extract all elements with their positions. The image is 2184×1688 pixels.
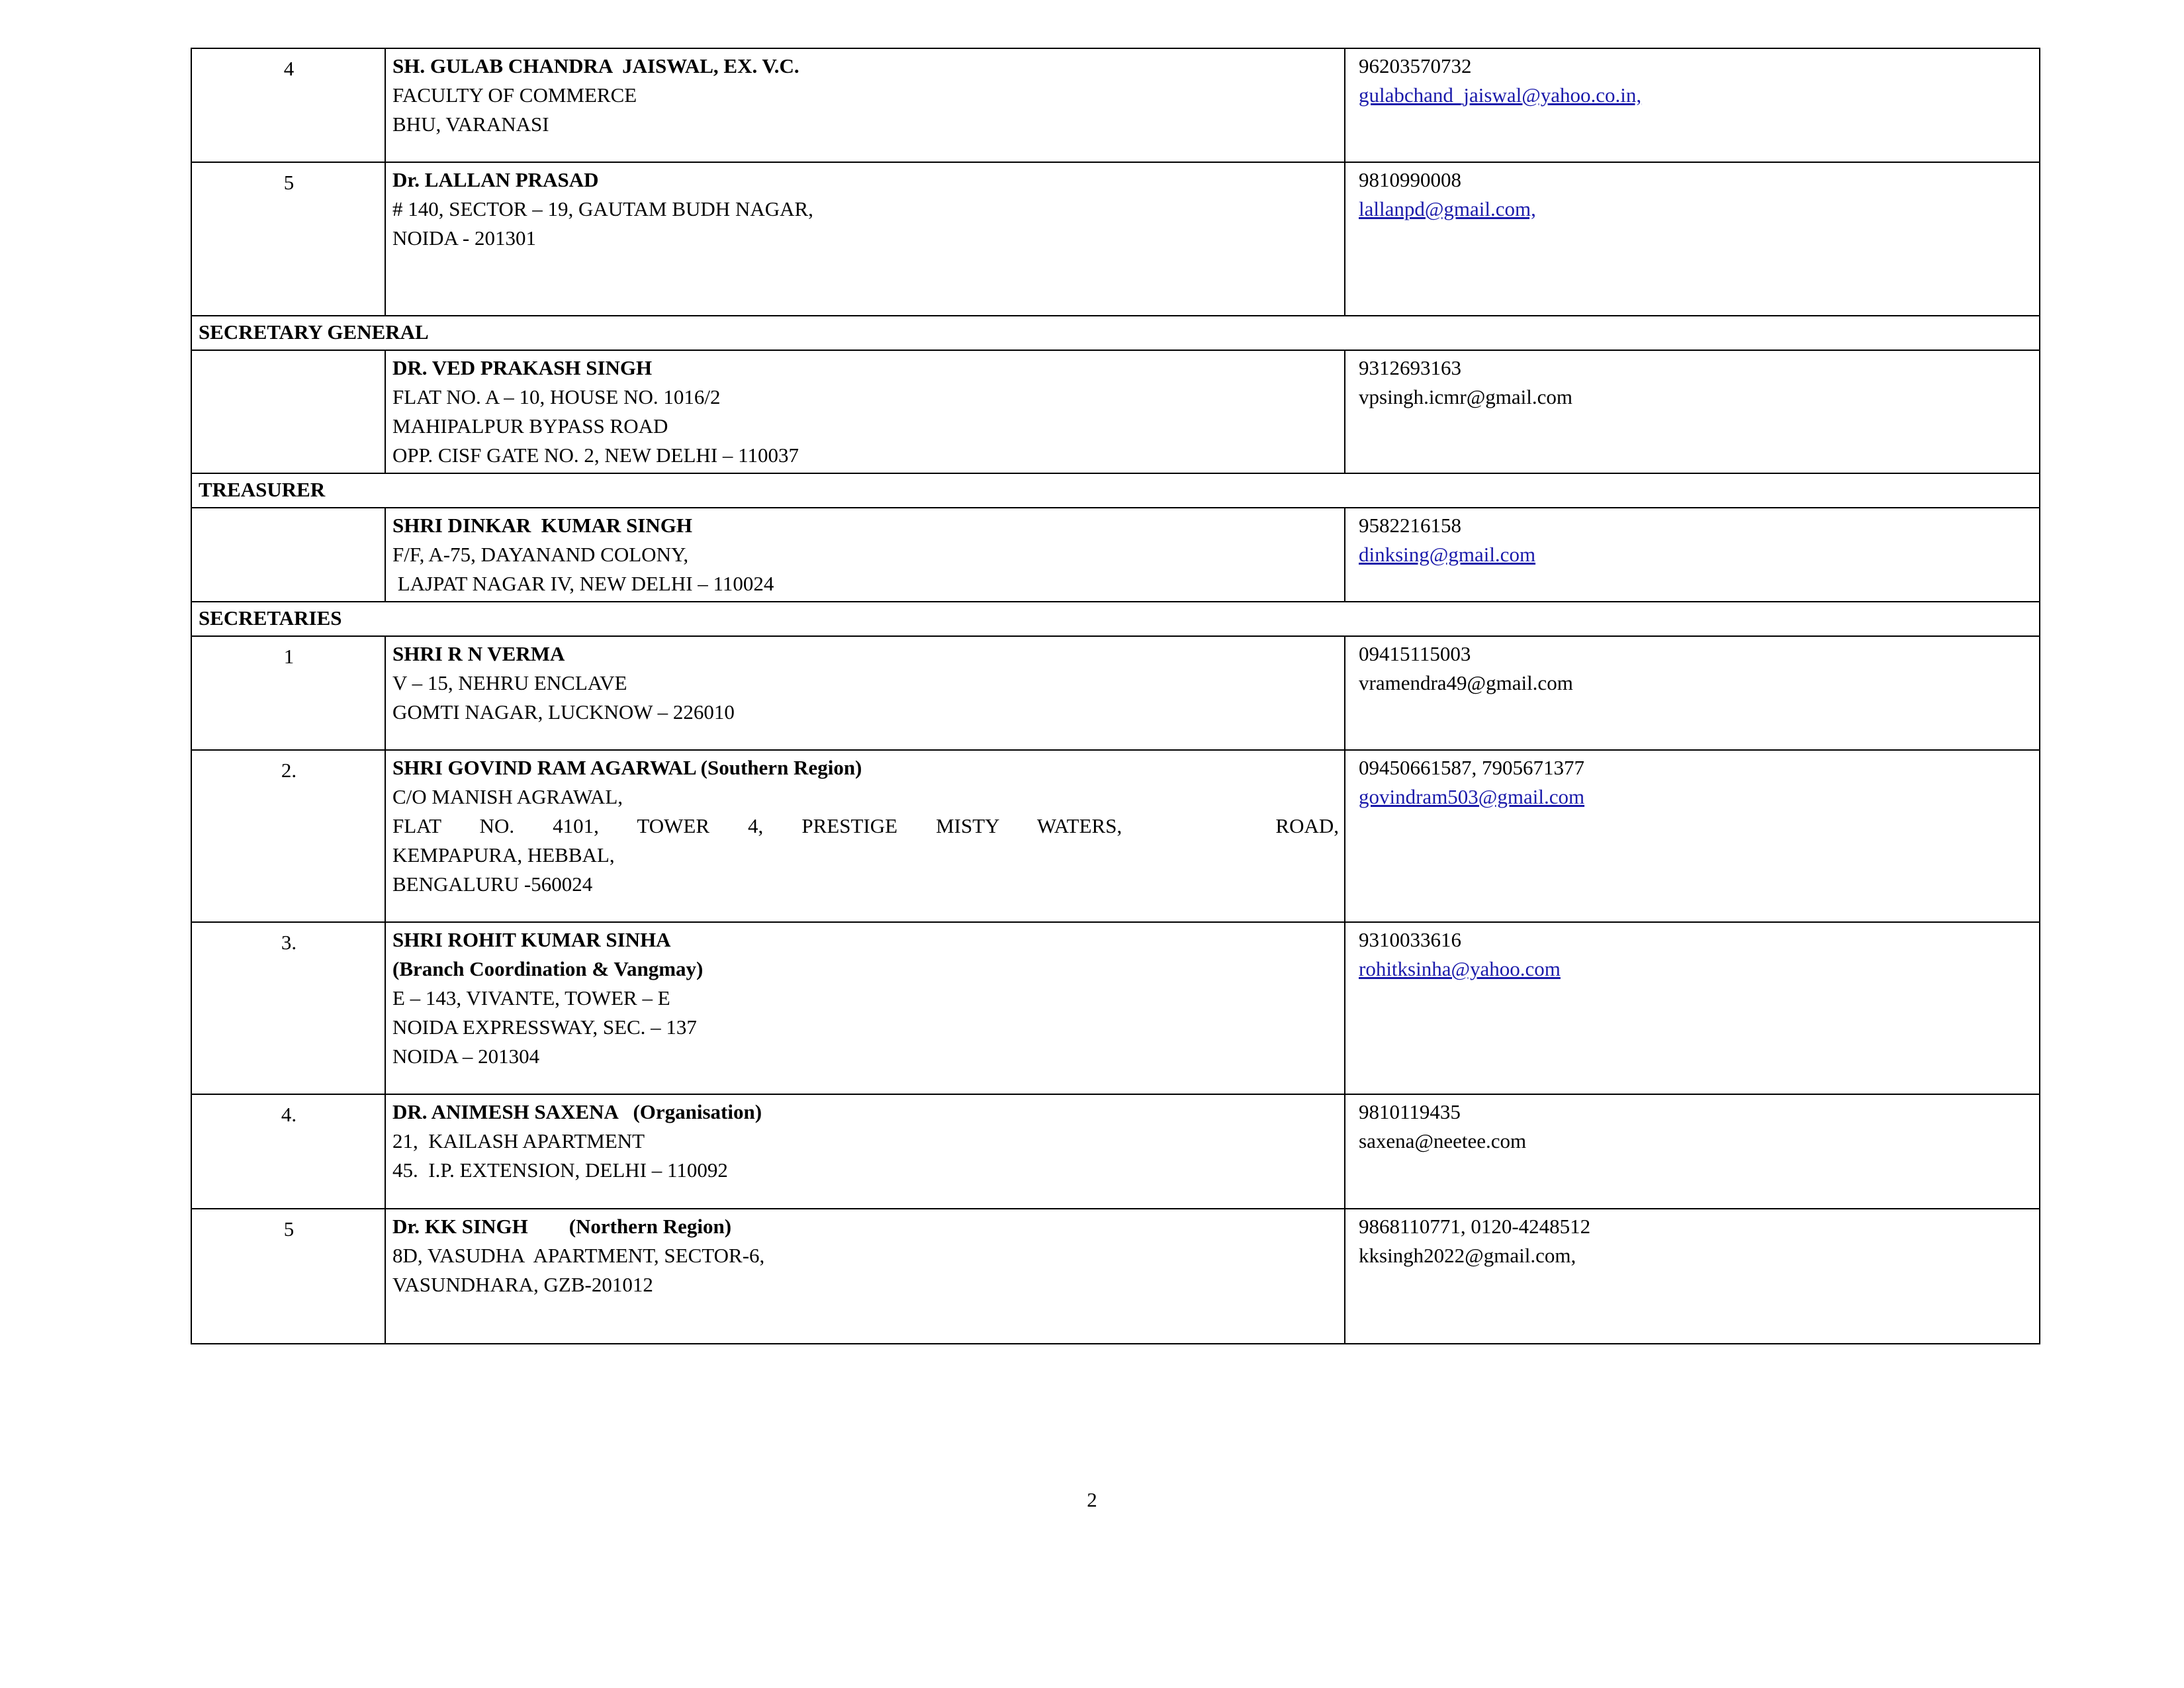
table-row bbox=[191, 1209, 2040, 1344]
address-line: FACULTY OF COMMERCE bbox=[392, 83, 637, 107]
phone-number: 09450661587, 7905671377 bbox=[1359, 756, 1584, 780]
email-address[interactable]: gulabchand_jaiswal@yahoo.co.in, bbox=[1359, 83, 1642, 107]
table-row bbox=[191, 162, 2040, 316]
row-name-address bbox=[385, 48, 1345, 162]
address-line: F/F, A-75, DAYANAND COLONY, bbox=[392, 543, 689, 567]
row-name-address bbox=[385, 1094, 1345, 1208]
row-serial-number: 5 bbox=[191, 162, 385, 316]
name-line: SHRI R N VERMA bbox=[392, 642, 565, 666]
row-name-address bbox=[385, 508, 1345, 602]
row-serial-number: 1 bbox=[191, 636, 385, 750]
address-line: 45. I.P. EXTENSION, DELHI – 110092 bbox=[392, 1158, 728, 1182]
address-line: # 140, SECTOR – 19, GAUTAM BUDH NAGAR, bbox=[392, 197, 813, 221]
row-contact bbox=[1345, 350, 2040, 473]
row-spacer bbox=[392, 253, 1339, 312]
row-serial-number: 2. bbox=[191, 750, 385, 922]
contacts-table-body bbox=[191, 48, 2040, 1344]
address-line: NOIDA - 201301 bbox=[392, 226, 536, 250]
phone-number: 9312693163 bbox=[1359, 356, 1461, 380]
phone-number: 9310033616 bbox=[1359, 928, 1461, 952]
phone-number: 9810990008 bbox=[1359, 168, 1461, 192]
email-address[interactable]: lallanpd@gmail.com, bbox=[1359, 197, 1536, 221]
phone-number: 9868110771, 0120-4248512 bbox=[1359, 1214, 1591, 1238]
row-contact bbox=[1345, 48, 2040, 162]
row-serial-number: 5 bbox=[191, 1209, 385, 1344]
section-header-label: SECRETARIES bbox=[191, 602, 2040, 636]
address-line: BENGALURU -560024 bbox=[392, 872, 593, 896]
name-line: Dr. LALLAN PRASAD bbox=[392, 168, 599, 192]
row-spacer bbox=[392, 727, 1339, 747]
row-spacer bbox=[392, 139, 1339, 159]
address-line: VASUNDHARA, GZB-201012 bbox=[392, 1272, 653, 1296]
address-line: C/O MANISH AGRAWAL, bbox=[392, 785, 623, 809]
row-spacer bbox=[392, 1071, 1339, 1091]
row-contact bbox=[1345, 1094, 2040, 1208]
email-address[interactable]: dinksing@gmail.com bbox=[1359, 543, 1536, 567]
row-serial-number bbox=[191, 350, 385, 473]
name-line: Dr. KK SINGH (Northern Region) bbox=[392, 1214, 732, 1238]
row-spacer bbox=[392, 899, 1339, 919]
row-name-address bbox=[385, 1209, 1345, 1344]
email-address[interactable]: govindram503@gmail.com bbox=[1359, 785, 1585, 809]
address-line: LAJPAT NAGAR IV, NEW DELHI – 110024 bbox=[392, 572, 774, 596]
name-line: SHRI GOVIND RAM AGARWAL (Southern Region) bbox=[392, 756, 862, 780]
section-header-row bbox=[191, 316, 2040, 350]
row-spacer bbox=[392, 1186, 1339, 1205]
row-name-address bbox=[385, 750, 1345, 922]
contacts-table bbox=[191, 48, 2040, 1344]
row-serial-number: 4 bbox=[191, 48, 385, 162]
address-line: NOIDA EXPRESSWAY, SEC. – 137 bbox=[392, 1015, 697, 1039]
section-header-label: SECRETARY GENERAL bbox=[191, 316, 2040, 350]
row-serial-number: 4. bbox=[191, 1094, 385, 1208]
row-name-address bbox=[385, 636, 1345, 750]
phone-number: 09415115003 bbox=[1359, 642, 1471, 666]
table-row bbox=[191, 48, 2040, 162]
row-name-address bbox=[385, 350, 1345, 473]
email-address: vpsingh.icmr@gmail.com bbox=[1359, 385, 1573, 409]
address-line: OPP. CISF GATE NO. 2, NEW DELHI – 110037 bbox=[392, 444, 799, 467]
address-line: BHU, VARANASI bbox=[392, 113, 549, 136]
table-row bbox=[191, 636, 2040, 750]
row-name-address bbox=[385, 922, 1345, 1094]
table-row bbox=[191, 1094, 2040, 1208]
row-contact bbox=[1345, 162, 2040, 316]
table-row bbox=[191, 508, 2040, 602]
address-line: GOMTI NAGAR, LUCKNOW – 226010 bbox=[392, 700, 735, 724]
row-serial-number: 3. bbox=[191, 922, 385, 1094]
table-row bbox=[191, 922, 2040, 1094]
phone-number: 9810119435 bbox=[1359, 1100, 1461, 1124]
email-address: saxena@neetee.com bbox=[1359, 1129, 1527, 1153]
address-line: V – 15, NEHRU ENCLAVE bbox=[392, 671, 627, 695]
name-line: SH. GULAB CHANDRA JAISWAL, EX. V.C. bbox=[392, 54, 799, 77]
name-line: DR. ANIMESH SAXENA (Organisation) bbox=[392, 1100, 762, 1124]
email-address: kksingh2022@gmail.com, bbox=[1359, 1243, 1576, 1267]
row-spacer bbox=[392, 1299, 1339, 1340]
row-contact bbox=[1345, 508, 2040, 602]
section-header-row bbox=[191, 602, 2040, 636]
email-address[interactable]: rohitksinha@yahoo.com bbox=[1359, 957, 1561, 981]
address-line: 21, KAILASH APARTMENT bbox=[392, 1129, 645, 1153]
row-contact bbox=[1345, 922, 2040, 1094]
row-contact bbox=[1345, 750, 2040, 922]
phone-number: 96203570732 bbox=[1359, 54, 1472, 77]
section-header-label: TREASURER bbox=[191, 473, 2040, 508]
table-row bbox=[191, 350, 2040, 473]
address-line: MAHIPALPUR BYPASS ROAD bbox=[392, 414, 668, 438]
address-line: FLAT NO. 4101, TOWER 4, PRESTIGE MISTY WATERS, ROAD, bbox=[392, 814, 1339, 838]
page-number: 2 bbox=[1087, 1488, 1097, 1511]
name-line: DR. VED PRAKASH SINGH bbox=[392, 356, 653, 380]
table-row bbox=[191, 750, 2040, 922]
row-contact bbox=[1345, 636, 2040, 750]
name-line: SHRI DINKAR KUMAR SINGH bbox=[392, 514, 692, 538]
email-address: vramendra49@gmail.com bbox=[1359, 671, 1573, 695]
phone-number: 9582216158 bbox=[1359, 514, 1461, 538]
name-line: (Branch Coordination & Vangmay) bbox=[392, 957, 704, 981]
row-name-address bbox=[385, 162, 1345, 316]
row-serial-number bbox=[191, 508, 385, 602]
address-line: NOIDA – 201304 bbox=[392, 1045, 540, 1068]
row-contact bbox=[1345, 1209, 2040, 1344]
address-line: KEMPAPURA, HEBBAL, bbox=[392, 843, 615, 867]
section-header-row bbox=[191, 473, 2040, 508]
address-line: FLAT NO. A – 10, HOUSE NO. 1016/2 bbox=[392, 385, 721, 409]
name-line: SHRI ROHIT KUMAR SINHA bbox=[392, 928, 671, 952]
address-line: 8D, VASUDHA APARTMENT, SECTOR-6, bbox=[392, 1243, 765, 1267]
address-line: E – 143, VIVANTE, TOWER – E bbox=[392, 986, 670, 1010]
